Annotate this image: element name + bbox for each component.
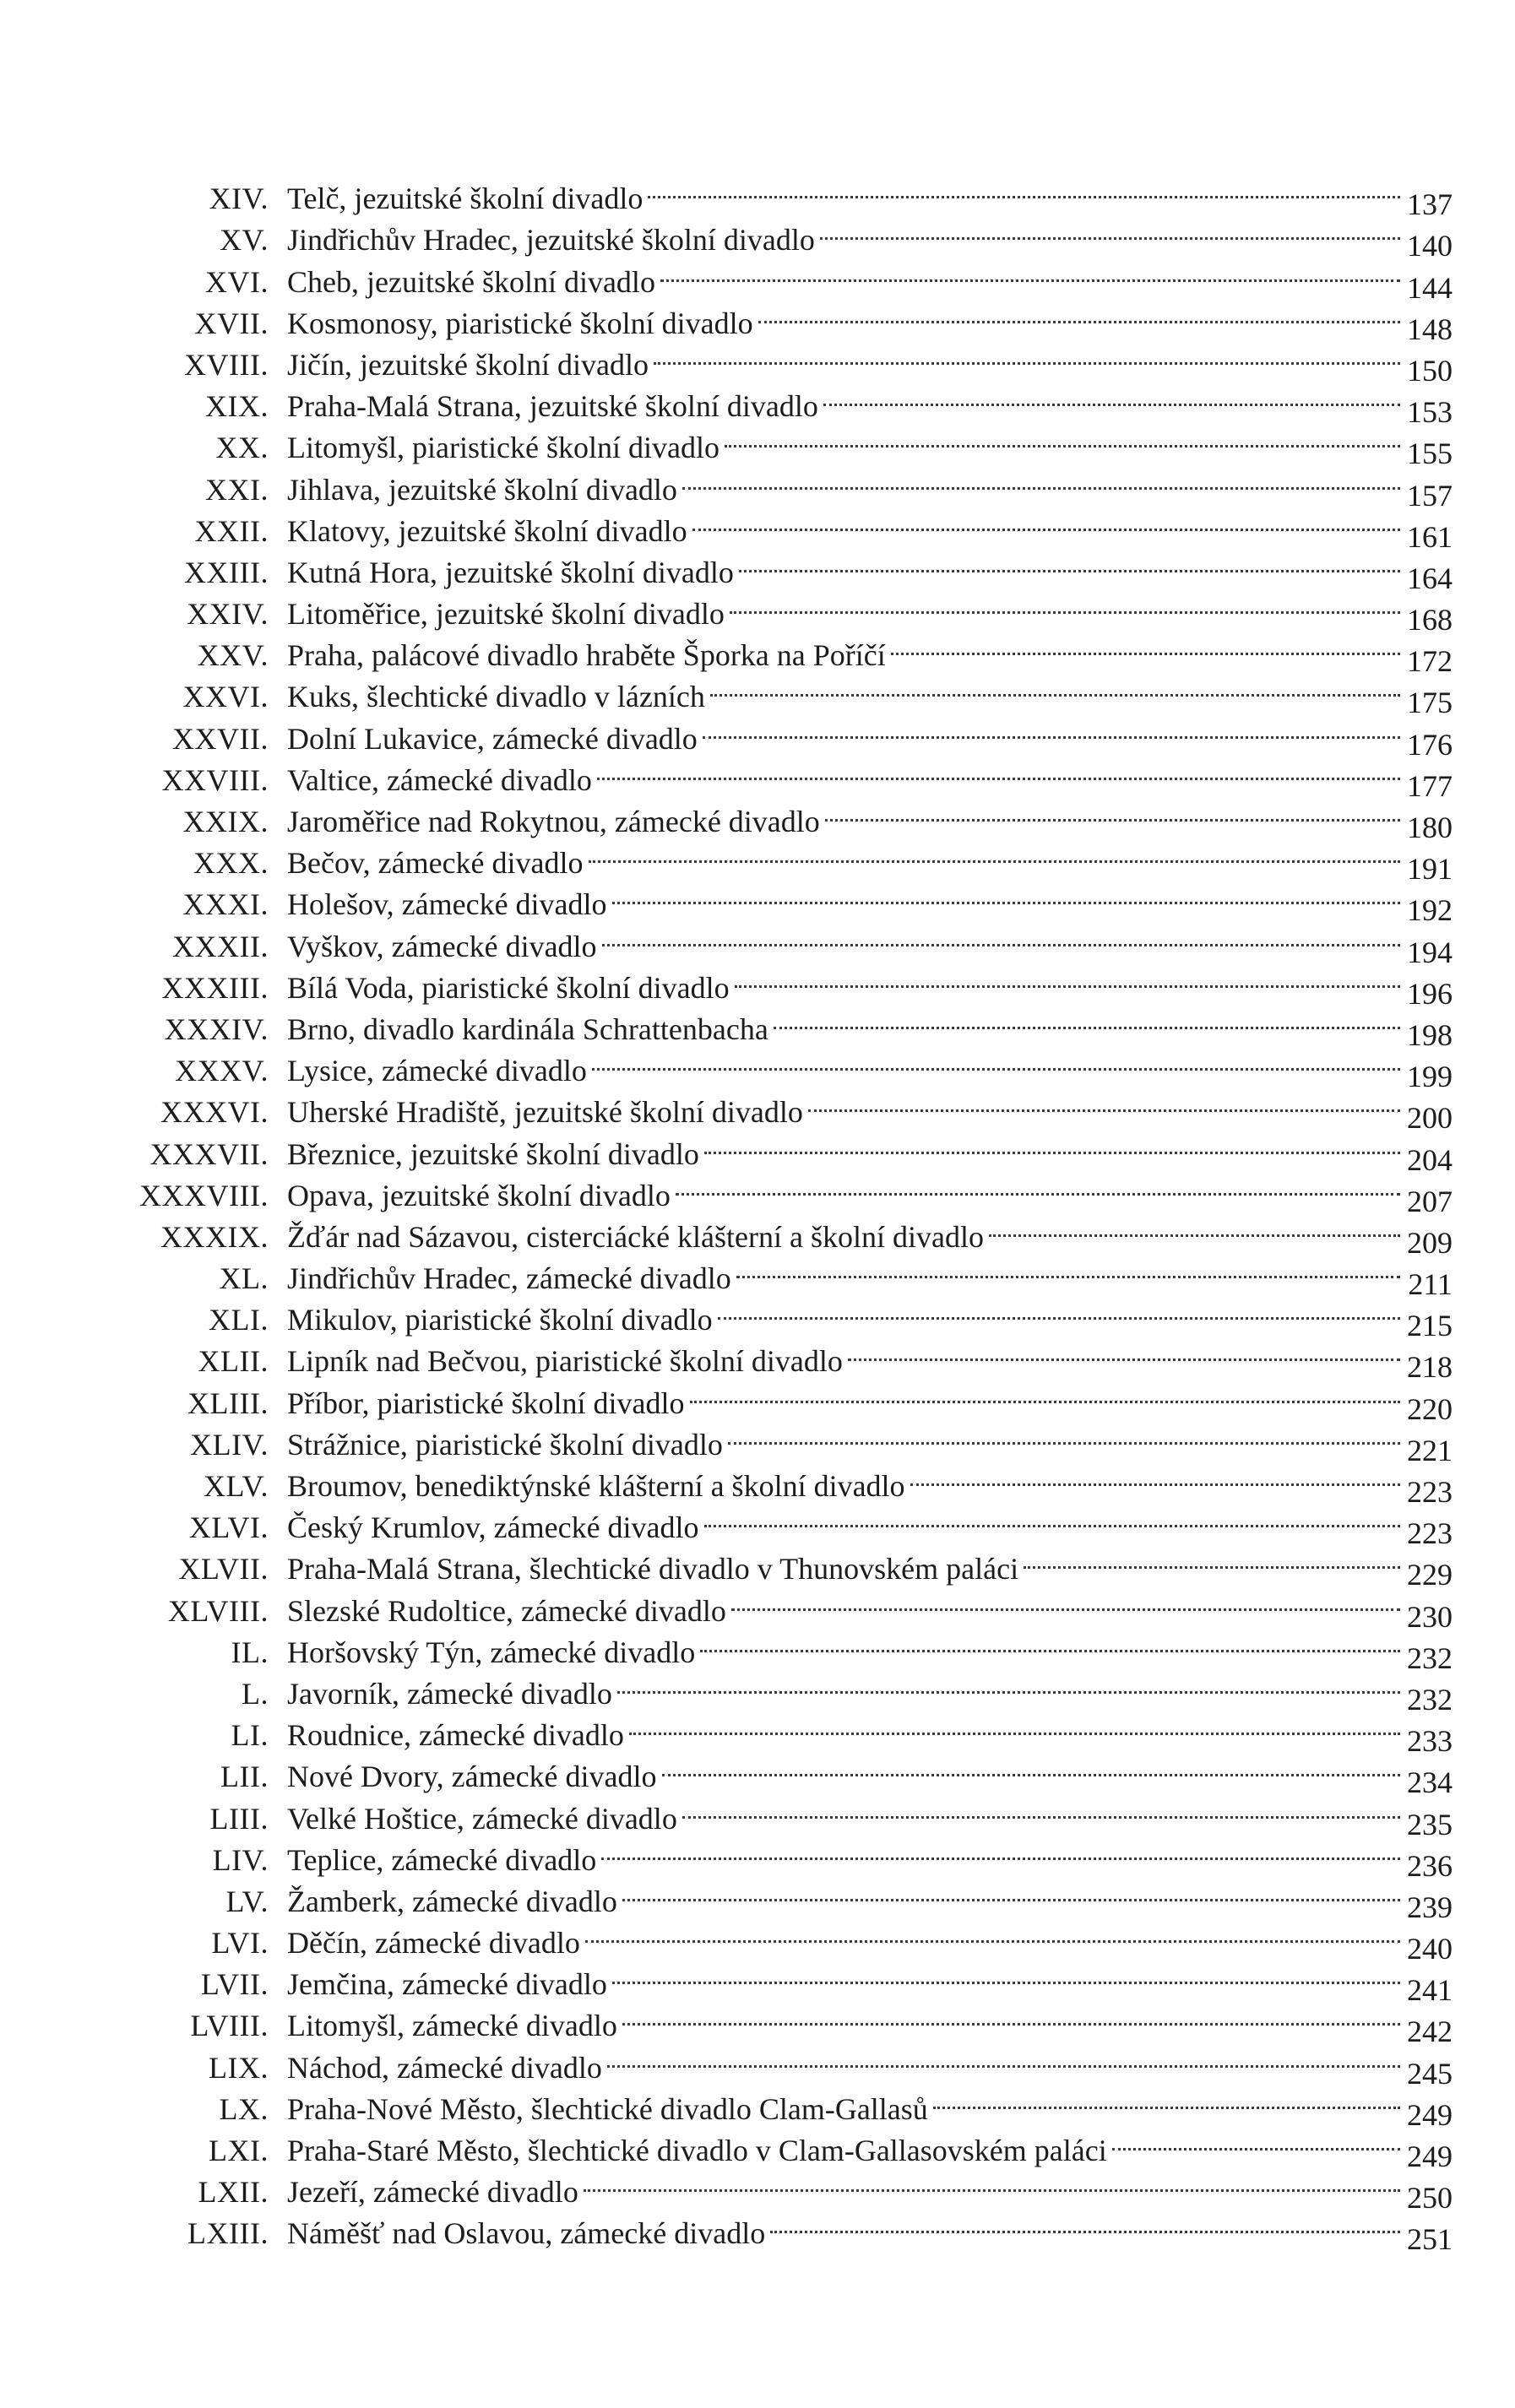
toc-entry-title: Litomyšl, piaristické školní divadlo: [287, 431, 719, 465]
toc-entry-title: Slezské Rudoltice, zámecké divadlo: [287, 1593, 726, 1628]
toc-entry-page-number: 175: [1407, 686, 1453, 720]
toc-entry-page-number: 229: [1407, 1558, 1453, 1592]
toc-entry-number: LII.: [220, 1760, 269, 1794]
dot-leader: [806, 1081, 1405, 1122]
dot-leader: [1022, 1538, 1405, 1579]
toc-entry-number: XV.: [220, 223, 269, 258]
dot-leader: [987, 1206, 1405, 1247]
toc-entry-page-number: 204: [1407, 1142, 1453, 1177]
toc-entry-number: XXXVI.: [160, 1095, 269, 1130]
toc-entry-page-number: 211: [1408, 1267, 1453, 1302]
toc-entry-number: LVIII.: [190, 2009, 269, 2043]
toc-entry-number: XXXV.: [175, 1054, 269, 1088]
toc-entry-number: XVII.: [194, 306, 269, 340]
toc-entry-page-number: 176: [1407, 727, 1453, 762]
dot-leader: [659, 250, 1405, 291]
toc-entry-number: LIII.: [209, 1801, 269, 1836]
toc-entry-number: LIV.: [212, 1842, 269, 1877]
toc-entry-title: Litoměřice, jezuitské školní divadlo: [287, 597, 725, 632]
toc-entry-page-number: 241: [1407, 1973, 1453, 2008]
dot-leader: [909, 1455, 1405, 1496]
toc-entry-number: XXXI.: [182, 887, 269, 922]
toc-entry-number: XXXIX.: [160, 1219, 269, 1254]
dot-leader: [691, 500, 1405, 541]
toc-entry-page-number: 250: [1407, 2181, 1453, 2215]
toc-entry-page-number: 240: [1407, 1932, 1453, 1966]
dot-leader: [701, 707, 1405, 748]
toc-entry-page-number: 137: [1407, 187, 1453, 222]
toc-entry-page-number: 153: [1407, 395, 1453, 430]
toc-entry-page-number: 235: [1407, 1807, 1453, 1841]
dot-leader: [703, 1122, 1405, 1163]
dot-leader: [587, 832, 1405, 873]
dot-leader: [652, 334, 1405, 375]
toc-entry-number: XXVIII.: [161, 762, 269, 797]
toc-entry-title: Cheb, jezuitské školní divadlo: [287, 264, 655, 299]
toc-entry-number: LXII.: [198, 2175, 269, 2210]
toc-entry-title: Praha-Malá Strana, šlechtické divadlo v Thunovském paláci: [287, 1552, 1019, 1586]
toc-entry-page-number: 242: [1407, 2015, 1453, 2049]
toc-entry-number: XLVI.: [188, 1510, 269, 1545]
toc-entry-page-number: 194: [1407, 935, 1453, 969]
dot-leader: [688, 1371, 1406, 1413]
toc-entry-page-number: 192: [1407, 893, 1453, 928]
toc-entry-title: Praha-Malá Strana, jezuitské školní divadlo: [287, 389, 818, 424]
toc-entry-title: Bílá Voda, piaristické školní divadlo: [287, 970, 730, 1005]
dot-leader: [621, 1994, 1405, 2036]
toc-entry-number: XXXVII.: [149, 1136, 269, 1171]
toc-entry-page-number: 200: [1407, 1101, 1453, 1136]
toc-entry-page-number: 234: [1407, 1765, 1453, 1800]
toc-entry-page-number: 232: [1407, 1682, 1453, 1717]
dot-leader: [681, 1787, 1405, 1828]
toc-entry-title: Bečov, zámecké divadlo: [287, 846, 584, 881]
toc-entry-number: LVI.: [211, 1926, 269, 1961]
toc-entry-number: XXIV.: [187, 597, 269, 632]
toc-entry-title: Březnice, jezuitské školní divadlo: [287, 1136, 699, 1171]
toc-entry-number: XLI.: [209, 1303, 269, 1337]
toc-entry-title: Kuks, šlechtické divadlo v lázních: [287, 680, 705, 714]
dot-leader: [735, 1247, 1405, 1288]
toc-entry-page-number: 150: [1407, 353, 1453, 388]
toc-entry-title: Jihlava, jezuitské školní divadlo: [287, 472, 677, 507]
toc-entry-page-number: 221: [1407, 1433, 1453, 1467]
dot-leader: [737, 541, 1405, 583]
toc-entry-title: Praha-Nové Město, šlechtické divadlo Clam-Gallasů: [287, 2091, 928, 2126]
toc-entry-title: Lysice, zámecké divadlo: [287, 1054, 587, 1088]
toc-entry-number: XXXIII.: [161, 970, 269, 1005]
toc-entry-title: Litomyšl, zámecké divadlo: [287, 2009, 617, 2043]
dot-leader: [674, 1164, 1405, 1206]
dot-leader: [772, 998, 1405, 1039]
toc-entry-title: Jaroměřice nad Rokytnou, zámecké divadlo: [287, 805, 820, 838]
dot-leader: [660, 1745, 1405, 1787]
toc-entry-page-number: 223: [1407, 1475, 1453, 1509]
dot-leader: [698, 1621, 1405, 1662]
toc-entry-page-number: 230: [1407, 1599, 1453, 1634]
toc-entry-page-number: 223: [1407, 1516, 1453, 1551]
dot-leader: [723, 416, 1405, 458]
toc-entry-number: XXVI.: [182, 680, 269, 714]
dot-leader: [703, 1496, 1405, 1538]
toc-entry-title: Teplice, zámecké divadlo: [287, 1842, 597, 1877]
toc-entry-number: XXIII.: [184, 555, 269, 589]
dot-leader: [730, 1579, 1405, 1620]
toc-entry-number: XLIII.: [187, 1386, 269, 1420]
toc-entry-number: XXXII.: [172, 929, 269, 963]
toc-entry-page-number: 140: [1407, 229, 1453, 263]
toc-entry-title: Vyškov, zámecké divadlo: [287, 929, 597, 963]
dot-leader: [823, 790, 1405, 832]
toc-entry-page-number: 198: [1407, 1017, 1453, 1052]
dot-leader: [931, 2078, 1405, 2119]
toc-entry-title: Praha-Staré Město, šlechtické divadlo v Clam-Gallasovském paláci: [287, 2134, 1107, 2167]
dot-leader: [595, 749, 1405, 790]
toc-entry-title: Jindřichův Hradec, zámecké divadlo: [287, 1261, 731, 1296]
toc-entry-page-number: 220: [1407, 1391, 1453, 1426]
toc-entry-number: XLV.: [203, 1469, 269, 1503]
toc-entry-title: Opava, jezuitské školní divadlo: [287, 1178, 671, 1212]
dot-leader: [605, 2036, 1405, 2077]
toc-entry-title: Náměšť nad Oslavou, zámecké divadlo: [287, 2216, 766, 2251]
toc-entry-number: XVIII.: [184, 347, 269, 382]
toc-entry-title: Broumov, benediktýnské klášterní a školní divadlo: [287, 1469, 905, 1503]
toc-entry-page-number: 249: [1407, 2140, 1453, 2173]
toc-entry-title: Jindřichův Hradec, jezuitské školní divadlo: [287, 223, 815, 258]
toc-entry-number: XXXIV.: [164, 1011, 269, 1046]
dot-leader: [582, 2161, 1405, 2202]
toc-entry-title: Strážnice, piaristické školní divadlo: [287, 1427, 723, 1462]
toc-entry-number: XLVIII.: [167, 1593, 269, 1628]
toc-entry-title: Valtice, zámecké divadlo: [287, 762, 592, 797]
dot-leader: [611, 873, 1405, 914]
dot-leader: [584, 1912, 1405, 1953]
dot-leader: [726, 1413, 1405, 1455]
dot-leader: [818, 209, 1405, 250]
toc-entry-title: Žďár nad Sázavou, cisterciácké klášterní a školní divadlo: [287, 1219, 984, 1254]
toc-entry-title: Nové Dvory, zámecké divadlo: [287, 1760, 657, 1794]
toc-entry-title: Příbor, piaristické školní divadlo: [287, 1386, 685, 1420]
table-of-contents: [127, 167, 1453, 2257]
dot-leader: [846, 1330, 1405, 1371]
toc-entry-page-number: 148: [1407, 312, 1453, 346]
toc-entry-page-number: 236: [1407, 1848, 1453, 1883]
toc-entry-page-number: 233: [1407, 1724, 1453, 1759]
toc-entry-title: Jemčina, zámecké divadlo: [287, 1967, 607, 2002]
toc-entry-title: Děčín, zámecké divadlo: [287, 1926, 580, 1961]
toc-entry-number: XXV.: [197, 638, 269, 673]
toc-entry-page-number: 207: [1407, 1184, 1453, 1218]
dot-leader: [768, 2202, 1405, 2243]
toc-entry-title: Dolní Lukavice, zámecké divadlo: [287, 721, 698, 756]
toc-entry-title: Javorník, zámecké divadlo: [287, 1676, 612, 1711]
dot-leader: [590, 1039, 1405, 1081]
toc-entry-number: LIX.: [209, 2050, 269, 2085]
toc-entry-page-number: 232: [1407, 1641, 1453, 1675]
toc-entry-number: XXIX.: [182, 805, 269, 838]
toc-entry-page-number: 218: [1407, 1350, 1453, 1385]
toc-entry-number: XIX.: [205, 389, 269, 424]
dot-leader: [621, 1870, 1405, 1912]
dot-leader: [611, 1953, 1405, 1994]
toc-entry-title: Velké Hoštice, zámecké divadlo: [287, 1801, 677, 1836]
toc-entry-number: XLIV.: [190, 1427, 269, 1462]
toc-entry-page-number: 155: [1407, 437, 1453, 471]
toc-entry-title: Lipník nad Bečvou, piaristické školní divadlo: [287, 1344, 843, 1379]
toc-entry-title: Telč, jezuitské školní divadlo: [287, 182, 643, 216]
toc-entry-title: Horšovský Týn, zámecké divadlo: [287, 1635, 696, 1669]
toc-entry-title: Český Krumlov, zámecké divadlo: [287, 1510, 699, 1545]
dot-leader: [889, 624, 1405, 665]
toc-entry-page-number: 161: [1407, 519, 1453, 554]
toc-entry-page-number: 199: [1407, 1060, 1453, 1094]
dot-leader: [616, 1662, 1405, 1704]
dot-leader: [600, 1829, 1405, 1870]
toc-entry-page-number: 251: [1407, 2222, 1453, 2257]
dot-leader: [728, 583, 1405, 624]
toc-entry-title: Kutná Hora, jezuitské školní divadlo: [287, 555, 734, 589]
dot-leader: [600, 914, 1405, 956]
toc-entry-page-number: 209: [1407, 1225, 1453, 1260]
toc-entry-page-number: 168: [1407, 603, 1453, 637]
toc-entry-number: LVII.: [200, 1967, 269, 2002]
dot-leader: [1110, 2119, 1405, 2161]
toc-entry-title: Mikulov, piaristické školní divadlo: [287, 1303, 713, 1337]
toc-entry-title: Náchod, zámecké divadlo: [287, 2050, 602, 2085]
toc-entry-title: Holešov, zámecké divadlo: [287, 887, 607, 922]
dot-leader: [757, 292, 1405, 334]
toc-entry-number: LXI.: [209, 2134, 269, 2167]
toc-entry-title: Uherské Hradiště, jezuitské školní divadlo: [287, 1095, 803, 1130]
toc-entry-page-number: 177: [1407, 768, 1453, 803]
toc-entry-page-number: 157: [1407, 478, 1453, 513]
toc-entry-number: L.: [242, 1676, 269, 1711]
toc-entry-number: XLII.: [198, 1344, 269, 1379]
toc-entry-page-number: 180: [1407, 811, 1453, 844]
toc-entry-page-number: 239: [1407, 1890, 1453, 1924]
dot-leader: [733, 957, 1405, 998]
toc-entry-number: XL.: [219, 1261, 269, 1296]
toc-entry-title: Jičín, jezuitské školní divadlo: [287, 347, 649, 382]
toc-entry-page-number: 215: [1407, 1309, 1453, 1343]
toc-entry-title: Brno, divadlo kardinála Schrattenbacha: [287, 1011, 768, 1046]
toc-entry-number: XIV.: [209, 182, 269, 216]
toc-entry-title: Praha, palácové divadlo hraběte Šporka na Poříčí: [287, 638, 886, 673]
toc-entry-page-number: 164: [1407, 561, 1453, 595]
dot-leader: [822, 375, 1405, 416]
dot-leader: [681, 458, 1405, 499]
toc-entry-page-number: 196: [1407, 976, 1453, 1011]
dot-leader: [716, 1288, 1405, 1330]
dot-leader: [646, 167, 1405, 209]
toc-entry-page-number: 191: [1407, 852, 1453, 887]
toc-entry-number: LI.: [231, 1718, 269, 1753]
toc-entry-number: LX.: [219, 2091, 269, 2126]
toc-entry-number: XXVII.: [172, 721, 269, 756]
toc-entry: [127, 167, 1453, 222]
toc-entry-title: Klatovy, jezuitské školní divadlo: [287, 513, 687, 548]
toc-entry-number: LV.: [225, 1884, 269, 1918]
toc-entry-title: Kosmonosy, piaristické školní divadlo: [287, 306, 753, 340]
toc-entry-number: XVI.: [205, 264, 269, 299]
toc-entry-number: XLVII.: [178, 1552, 269, 1586]
dot-leader: [709, 665, 1405, 707]
toc-entry-title: Roudnice, zámecké divadlo: [287, 1718, 624, 1753]
toc-entry-number: XXII.: [194, 513, 269, 548]
toc-entry-page-number: 172: [1407, 644, 1453, 679]
toc-entry-number: LXIII.: [187, 2216, 269, 2251]
toc-entry-title: Žamberk, zámecké divadlo: [287, 1884, 617, 1918]
toc-entry-number: IL.: [231, 1635, 269, 1669]
toc-entry-number: XX.: [215, 431, 269, 465]
dot-leader: [627, 1704, 1405, 1745]
toc-entry-number: XXX.: [193, 846, 269, 881]
toc-entry-number: XXI.: [205, 472, 269, 507]
toc-entry-page-number: 144: [1407, 270, 1453, 305]
toc-entry-number: XXXVIII.: [139, 1178, 269, 1212]
toc-entry-page-number: 249: [1407, 2097, 1453, 2132]
toc-entry-page-number: 245: [1407, 2056, 1453, 2091]
toc-entry-title: Jezeří, zámecké divadlo: [287, 2175, 578, 2210]
